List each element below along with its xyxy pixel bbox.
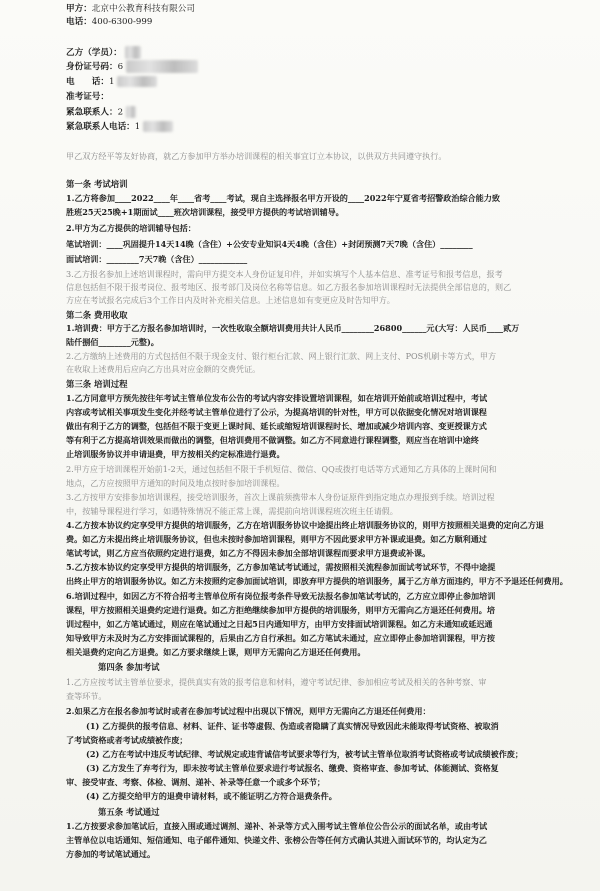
agreement-line: 知导致甲方未及时为乙方安排面试课程的，后果由乙方自行承担。如乙方笔试未通过，应立即停止参加培训课程，甲方按	[66, 633, 495, 643]
party-b-tel-visible: 1	[108, 77, 115, 87]
party-b-emergency-contact-label: 紧急联系人：	[66, 107, 118, 118]
party-a-name: 北京中公教育科技有限公司	[91, 4, 195, 14]
agreement-line: 地点，乙方应按照甲方通知的时间及地点按时参加培训课程。	[66, 478, 285, 488]
party-b-id-label: 身份证号码：	[66, 62, 118, 72]
agreement-line: 方应在考试报名完成后3个工作日内及时补充相关信息。上述信息如有变更应及时告知甲方。	[66, 295, 395, 305]
party-b-exam-no-line	[66, 92, 109, 103]
party-b-exam-no-label: 准考证号：	[66, 92, 109, 102]
agreement-line: 陆仟捌佰________元整)。	[66, 337, 159, 347]
agreement-line: 课程，甲方按照相关退费约定进行退费。如乙方拒绝继续参加甲方提供的培训服务，则甲方无需向乙方退还任何费用。培	[66, 605, 495, 615]
intro-paragraph: 甲乙双方经平等友好协商，就乙方参加甲方举办培训课程的相关事宜订立本协议，以供双方共同遵守执行。	[66, 151, 447, 161]
party-a-label: 甲方：	[66, 4, 92, 14]
agreement-line: 内容或考试相关事项发生变化并经考试主管单位进行了公示，为提高培训的针对性，甲方可以依据变化情况对培训课程	[66, 407, 487, 417]
agreement-line: 面试培训：________7天7晚（含住）____________	[66, 254, 248, 264]
agreement-line: 2.如果乙方在报名参加考试时或者在参加考试过程中出现以下情况，则甲方无需向乙方退还任何费用：	[66, 706, 431, 716]
agreement-line: (3) 乙方发生了弃考行为，即未按考试主管单位要求进行考试报名、缴费、资格审查、参加考试、体能测试、资格复	[86, 763, 499, 773]
agreement-line: 了考试资格或者考试成绩被作废；	[66, 735, 188, 745]
party-b-student-line	[66, 46, 141, 59]
agreement-line: 第一条 考试培训	[66, 179, 128, 189]
agreement-line: 信息包括但不限于报考岗位、报考地区、报考部门及岗位名称等信息。如乙方报名参加培训课程时无法提供全部信息的，则乙	[66, 282, 512, 292]
party-b-emergency-phone-line	[66, 121, 173, 133]
agreement-line: 做出有利于乙方的调整，包括但不限于变更上课时间、延长或缩短培训课程时长、增加或减少培训内容、变更授课方式	[66, 421, 487, 431]
redaction-mark	[126, 106, 136, 118]
redaction-mark	[126, 60, 198, 73]
party-b-tel-label: 电 话：	[66, 77, 109, 87]
agreement-line: 2.乙方缴纳上述费用的方式包括但不限于现金支付、银行柜台汇款、网上银行汇款、网上支付、POS机刷卡等方式，甲方	[66, 351, 497, 361]
party-a-phone-label: 电话：	[66, 17, 92, 27]
agreement-line: (2) 乙方在考试中违反考试纪律、考试规定或违背诚信考试要求等行为，被考试主管单位取消考试资格或考试成绩被作废；	[86, 749, 523, 759]
party-b-emergency-contact-line	[66, 106, 136, 119]
party-b-emergency-contact-visible: 2	[117, 107, 124, 118]
agreement-line: 等有利于乙方提高培训效果而做出的调整，但培训费用不做调整。如乙方不同意进行课程调整，则应当在培训中途终	[66, 435, 479, 445]
agreement-line: 1.乙方应按考试主管单位要求，提供真实有效的报考信息和材料，遵守考试纪律、参加相应考试及相关的各种考察、审	[66, 677, 487, 687]
party-b-emergency-phone-label: 紧急联系人电话：	[66, 122, 135, 132]
agreement-line: 1.乙方同意甲方预先按往年考试主管单位发布公告的考试内容安排设置培训课程，如在培训开始前或培训过程中，考试	[66, 393, 488, 403]
agreement-line: 3.乙方报名参加上述培训课程时，需向甲方提交本人身份证复印件，并如实填写个人基本信息、准考证号和报考信息，报考	[66, 269, 503, 279]
agreement-line: 1.乙方将参加____2022____年____省考____考试，现自主选择报名甲方开设的____2022年宁夏省考招警政治综合能力致	[66, 193, 500, 203]
agreement-line: 相关退费约定向乙方退费。如乙方要求继续上课，则甲方无需向乙方退还任何费用。	[66, 647, 366, 657]
agreement-line: 笔试考试，则乙方应当依照约定进行退费，如乙方不得因未参加全部培训课程而要求甲方退费或补课。	[66, 548, 431, 558]
party-b-tel-line	[66, 76, 157, 88]
agreement-line: 第三条 培训过程	[66, 379, 128, 389]
agreement-line: 5.乙方按本协议约定享受甲方提供的培训服务，乙方参加笔试考试通过，需按照相关流程参加面试考试环节，不得中途提	[66, 562, 496, 572]
agreement-line: 2.甲方应于培训课程开始前1-2天，通过包括但不限于手机短信、微信、QQ或拨打电话等方式通知乙方具体的上课时间和	[66, 464, 497, 474]
agreement-line: 第五条 考试通过	[98, 807, 160, 817]
agreement-line: 1.培训费：甲方于乙方报名参加培训时，一次性收取全额培训费用共计人民币________26800______元(大写：人民币____贰万	[66, 323, 520, 333]
agreement-line: 方参加的考试笔试通过。	[66, 849, 156, 859]
agreement-line: 止培训服务协议并申请退费，甲方按相关约定标准进行退费。	[66, 449, 285, 459]
agreement-line: 费。如乙方未提出终止培训服务协议，但也未按时参加培训课程，则甲方不因此要求甲方补课或退费。如乙方顺利通过	[66, 534, 487, 544]
agreement-line: 第二条 费用收取	[66, 310, 128, 320]
agreement-line: 出终止甲方的培训服务协议。如乙方未按照约定参加面试培训，即放弃甲方提供的培训服务，属于乙方单方面违约，甲方不予退还任何费用。	[66, 576, 568, 586]
agreement-line: 审、接受审查、考察、体检、调剂、递补、补录等任意一个或多个环节；	[66, 777, 326, 787]
agreement-line: 查等环节。	[66, 691, 107, 701]
agreement-line: 6.培训过程中，如因乙方不符合招考主管单位所有岗位报考条件导致无法报名参加笔试考试的，乙方应立即停止参加培训	[66, 591, 496, 601]
party-a-phone-line	[66, 17, 152, 28]
redaction-mark	[125, 46, 141, 59]
agreement-line: 在收取上述费用后应向乙方出具对应金额的交费凭证。	[66, 364, 261, 374]
agreement-line: 训过程中，如乙方笔试通过，则应在笔试通过之日起5日内通知甲方，由甲方安排面试培训课程。如乙方未通知或延迟通	[66, 619, 493, 629]
redaction-mark	[117, 76, 157, 87]
agreement-line: 1.乙方按要求参加笔试后，直接入围或通过调剂、递补、补录等方式入围考试主管单位公告公示的面试名单，或由考试	[66, 821, 488, 831]
agreement-line: 主管单位以电话通知、短信通知、电子邮件通知、快递文件、张榜公告等任何方式确认其进入面试环节的，均认定为乙	[66, 835, 487, 845]
agreement-line: 胜班25天25晚+1期面试____班次培训课程，接受甲方提供的考试培训辅导。	[66, 207, 344, 217]
agreement-line: 第四条 参加考试	[98, 662, 160, 672]
party-b-student-label: 乙方（学员）：	[66, 48, 122, 58]
agreement-line: 2.甲方为乙方提供的培训辅导包括：	[66, 223, 196, 233]
agreement-line: (4) 乙方提交给甲方的退费申请材料，或不能证明乙方符合退费条件。	[86, 791, 337, 801]
party-b-id-visible: 6	[117, 62, 124, 72]
party-a-line	[66, 4, 195, 15]
agreement-line: 中，按辅导课程进行学习，如遇特殊情况不能正常上课，需提前向培训课程班次班主任请假。	[66, 506, 398, 516]
agreement-line: 3.乙方按甲方安排参加培训课程，接受培训服务，首次上课前须携带本人身份证原件到指定地点办理报到手续。培训过程	[66, 492, 495, 502]
redaction-mark	[143, 121, 173, 132]
agreement-line: 笔试培训：____巩固提升14天14晚（含住）+公安专业知识4天4晚（含住）+封闭预测7天7晚（含住）________	[66, 239, 473, 249]
party-b-id-line	[66, 60, 198, 73]
agreement-line: (1) 乙方提供的报考信息、材料、证件、证书等虚假、伪造或者隐瞒了真实情况导致因此未能取得考试资格、被取消	[86, 721, 499, 731]
party-a-phone: 400-6300-999	[91, 17, 153, 27]
agreement-line: 4.乙方按本协议约定享受甲方提供的培训服务，乙方在培训服务协议中途提出终止培训服务协议的，则甲方按照相关退费的定向乙方退	[66, 520, 544, 530]
party-b-emergency-phone-visible: 1	[134, 122, 141, 132]
